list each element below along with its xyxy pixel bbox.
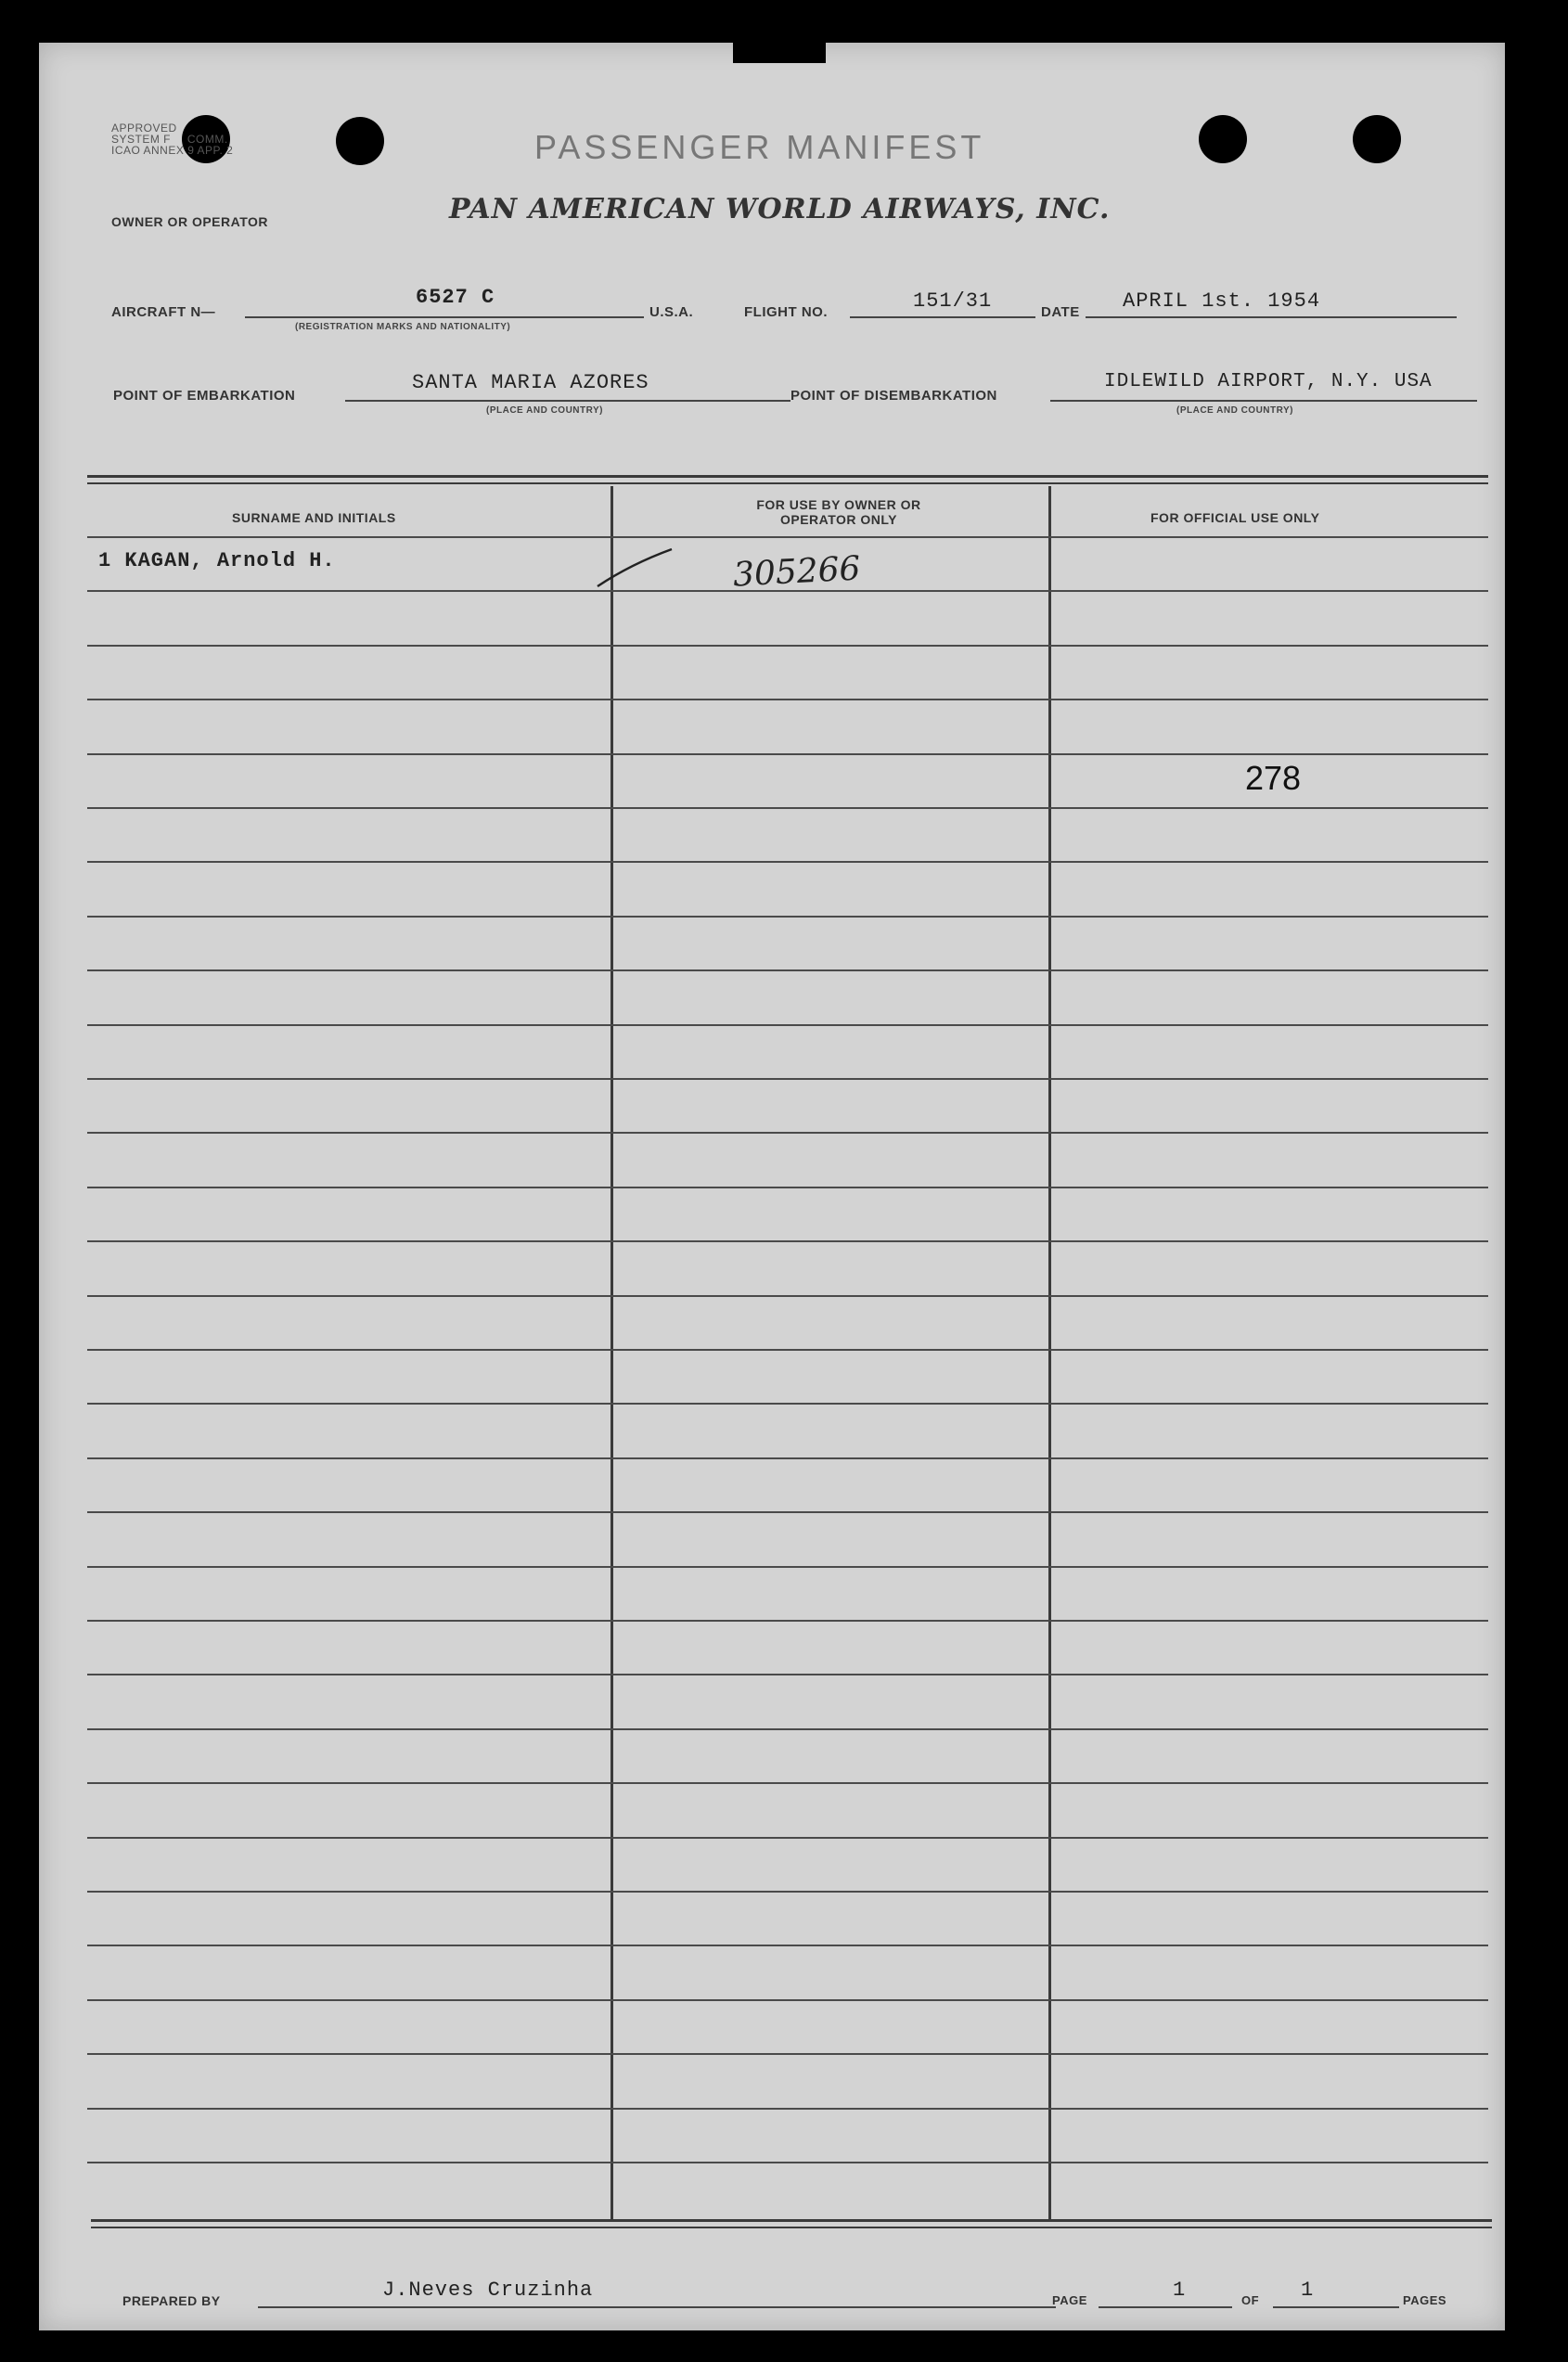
table-row-line: [87, 1240, 1488, 1242]
table-row-line: [87, 1728, 1488, 1730]
aircraft-value: 6527 C: [416, 286, 495, 309]
check-mark: [594, 546, 677, 592]
table-row-line: [87, 1999, 1488, 2001]
approval-line-3: ICAO ANNEX 9 APP. 2: [111, 144, 234, 157]
column-divider-1: [610, 486, 613, 2221]
disembarkation-caption: (PLACE AND COUNTRY): [1176, 405, 1293, 416]
page-value: 1: [1173, 2279, 1187, 2302]
flight-line: [850, 316, 1035, 318]
approval-line-1: APPROVED: [111, 122, 177, 135]
usa-label: U.S.A.: [649, 304, 694, 320]
approval-line-2: SYSTEM F COMM.: [111, 133, 228, 146]
disembarkation-line: [1050, 400, 1477, 402]
table-row-line: [87, 1132, 1488, 1134]
company-name: PAN AMERICAN WORLD AIRWAYS, INC.: [449, 193, 1111, 225]
page-label: PAGE: [1052, 2293, 1087, 2307]
table-row-line: [87, 969, 1488, 971]
table-row-line: [87, 916, 1488, 918]
table-row-line: [87, 1403, 1488, 1405]
of-value: 1: [1301, 2279, 1315, 2302]
date-line: [1086, 316, 1457, 318]
prepared-line: [258, 2306, 1056, 2308]
embarkation-value: SANTA MARIA AZORES: [412, 371, 649, 394]
embarkation-label: POINT OF EMBARKATION: [113, 388, 296, 404]
date-label: DATE: [1041, 304, 1080, 320]
owner-label: OWNER OR OPERATOR: [111, 214, 268, 229]
table-row-line: [87, 1295, 1488, 1297]
disembarkation-value: IDLEWILD AIRPORT, N.Y. USA: [1104, 371, 1433, 392]
column-header-official: FOR OFFICIAL USE ONLY: [1150, 510, 1320, 525]
table-row-line: [87, 1078, 1488, 1080]
embarkation-line: [345, 400, 790, 402]
table-row-line: [87, 1782, 1488, 1784]
table-top-rule-2: [87, 482, 1488, 484]
prepared-value: J.Neves Cruzinha: [382, 2279, 594, 2302]
table-row-line: [87, 1457, 1488, 1459]
embarkation-caption: (PLACE AND COUNTRY): [486, 405, 603, 416]
registration-caption: (REGISTRATION MARKS AND NATIONALITY): [295, 322, 511, 332]
table-row-line: [87, 1837, 1488, 1839]
punch-hole: [1199, 115, 1247, 163]
table-row-line: [87, 1620, 1488, 1622]
page-title: PASSENGER MANIFEST: [534, 128, 985, 166]
table-row-line: [87, 1349, 1488, 1351]
table-bottom-rule-2: [91, 2227, 1492, 2228]
punch-hole: [1353, 115, 1401, 163]
table-row-line: [87, 1187, 1488, 1188]
table-top-rule: [87, 475, 1488, 478]
table-row-line: [87, 2108, 1488, 2110]
table-row-line: [87, 807, 1488, 809]
table-row-line: [87, 645, 1488, 647]
disembarkation-label: POINT OF DISEMBARKATION: [790, 388, 997, 404]
column-header-surname: SURNAME AND INITIALS: [232, 510, 396, 525]
of-line: [1273, 2306, 1399, 2308]
top-notch: [733, 43, 826, 63]
table-row-line: [87, 536, 1488, 538]
table-row-line: [87, 1891, 1488, 1893]
table-row-line: [87, 2053, 1488, 2055]
pages-label: PAGES: [1403, 2293, 1447, 2307]
passenger-entry: 1 KAGAN, Arnold H.: [98, 549, 336, 572]
table-row-line: [87, 1566, 1488, 1568]
owner-note: 305266: [732, 549, 862, 595]
approval-stamp: [111, 122, 315, 156]
flight-value: 151/31: [913, 289, 993, 313]
column-divider-2: [1048, 486, 1051, 2221]
table-row-line: [87, 861, 1488, 863]
official-number: 278: [1245, 759, 1302, 797]
flight-label: FLIGHT NO.: [744, 304, 828, 320]
table-row-line: [87, 699, 1488, 700]
table-bottom-rule: [91, 2219, 1492, 2222]
table-row-line: [87, 1674, 1488, 1675]
punch-hole: [336, 117, 384, 165]
aircraft-label: AIRCRAFT N—: [111, 304, 216, 320]
page-line: [1099, 2306, 1232, 2308]
table-row-line: [87, 1945, 1488, 1946]
table-row-line: [87, 1024, 1488, 1026]
table-row-line: [87, 2162, 1488, 2163]
prepared-label: PREPARED BY: [122, 2293, 221, 2308]
column-header-owner: FOR USE BY OWNER OR OPERATOR ONLY: [756, 497, 921, 527]
table-row-line: [87, 753, 1488, 755]
date-value: APRIL 1st. 1954: [1123, 289, 1321, 313]
aircraft-line: [245, 316, 644, 318]
table-row-line: [87, 1511, 1488, 1513]
of-label: OF: [1241, 2293, 1260, 2307]
